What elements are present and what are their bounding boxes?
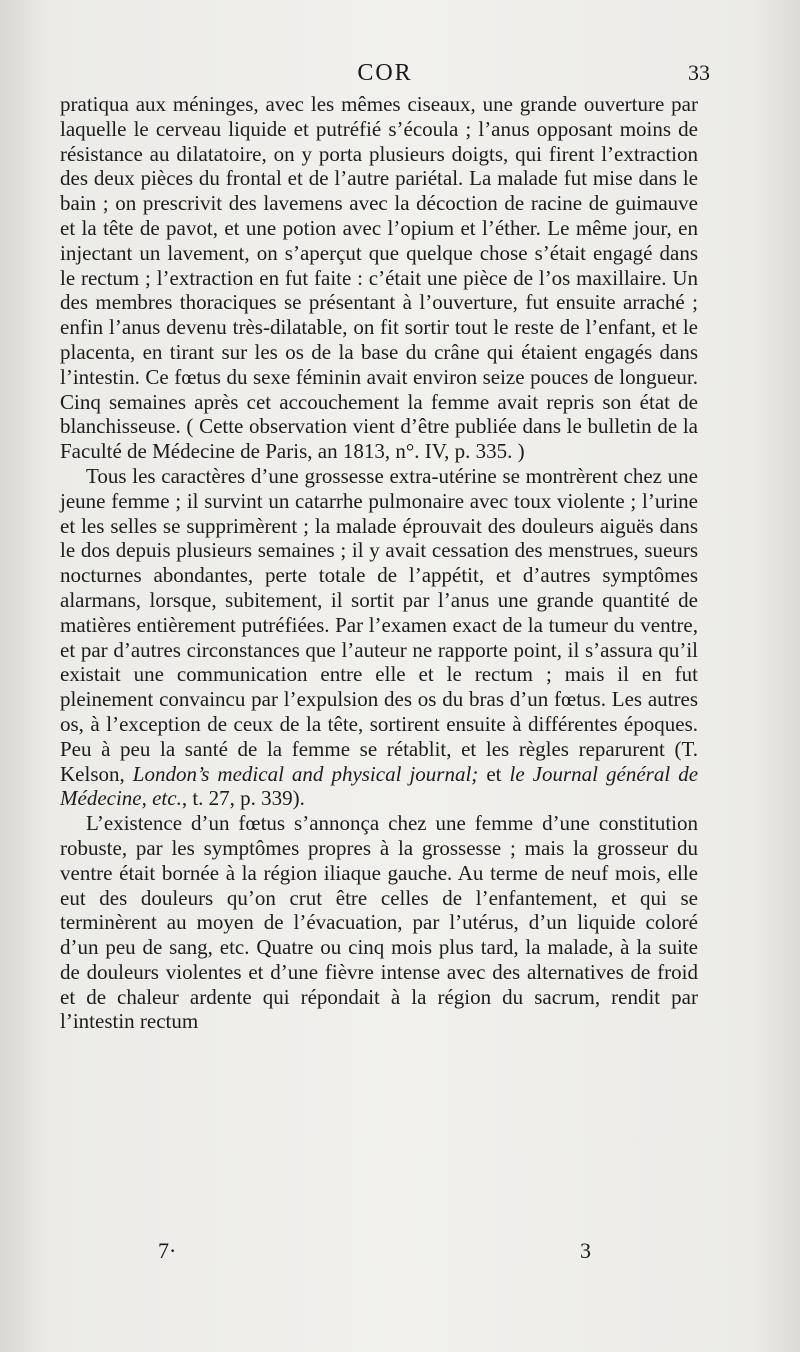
paragraph-1-text: pratiqua aux méninges, avec les mêmes ciseaux, une grande ouverture par laquelle le cerveau liquide et putréfié s’écoula ; l’anus opposant moins de résistance au dilatatoire, on y porta plusieurs doigts, qui firent l’extraction des deux pièces du frontal et de l’autre pariétal. La malade fut mise dans le bain ; on prescrivit des lavemens avec la décoction de racine de guimauve et la tête de pavot, et une potion avec l’opium et l’éther. Le même jour, en injectant un lavement, on s’aperçut que quelque chose s’était engagé dans le rectum ; l’extraction en fut faite : c’était une pièce de l’os maxillaire. Un des membres thoraciques se présentant à l’ouverture, fut ensuite arraché ; enfin l’anus devenu très-dilatable, on fit sortir tout le reste de l’enfant, et le placenta, en tirant sur les os de la base du crâne qui étaient engagés dans l’intestin. Ce fœtus du sexe féminin avait environ seize pouces de longueur. Cinq semaines après cet accouchement la femme avait repris son état de blanchisseuse. ( Cette observation vient d’être publiée dans le bulletin de la Faculté de Médecine de Paris, an 1813, n°. IV, p. 335. ) (60, 92, 698, 464)
citation-text: , t. 27, p. 339). (181, 786, 305, 811)
page-footer (60, 1238, 698, 1268)
paragraph-2 (60, 464, 698, 811)
signature-mark-right: 3 (580, 1238, 591, 1263)
body-text (60, 92, 698, 1034)
running-head (60, 58, 710, 88)
running-title: COR (357, 60, 413, 86)
conjunction-text: et (486, 761, 510, 786)
paragraph-2-text: Tous les caractères d’une grossesse extra-utérine se montrèrent chez une jeune femme ; il survint un catarrhe pulmonaire avec toux violente ; l’urine et les selles se supprimèrent ; la malade éprouvait des douleurs aiguës dans le dos depuis plusieurs semaines ; il y avait cessation des menstrues, sueurs nocturnes abondantes, perte totale de l’appétit, et d’autres symptômes alarmans, lorsque, subitement, il sortit par l’anus une grande quantité de matières entièrement putréfiées. Par l’examen exact de la tumeur du ventre, et par d’autres circonstances que l’auteur ne rapporte point, il s’assura qu’il existait une communication entre elle et le rectum ; mais il en fut pleinement convaincu par l’expulsion des os du bras d’un fœtus. Les autres os, à l’exception de ceux de la tête, sortirent ensuite à différentes époques. Peu à peu la santé de la femme se rétablit, et les règles reparurent (T. Kelson, (60, 463, 698, 786)
journal-title-italic: London’s medical and physical journal; (132, 761, 487, 786)
signature-mark-left: 7· (158, 1238, 177, 1263)
journal-reference-italic: le Journal général de Médecine, etc. (60, 761, 699, 811)
paragraph-3-text: L’existence d’un fœtus s’annonça chez une femme d’une constitution robuste, par les symptômes propres à la grossesse ; mais la grosseur du ventre était bornée à la région iliaque gauche. Au terme de neuf mois, elle eut des douleurs qu’on crut être celles de l’enfantement, et qui se terminèrent au moyen de l’évacuation, par l’utérus, d’un liquide coloré d’un peu de sang, etc. Quatre ou cinq mois plus tard, la malade, à la suite de douleurs violentes et d’une fièvre intense avec des alternatives de froid et de chaleur ardente qui répondait à la région du sacrum, rendit par l’intestin rectum (60, 811, 698, 1034)
paragraph-1 (60, 92, 698, 464)
paragraph-3 (60, 811, 698, 1034)
page-number: 33 (688, 60, 710, 85)
